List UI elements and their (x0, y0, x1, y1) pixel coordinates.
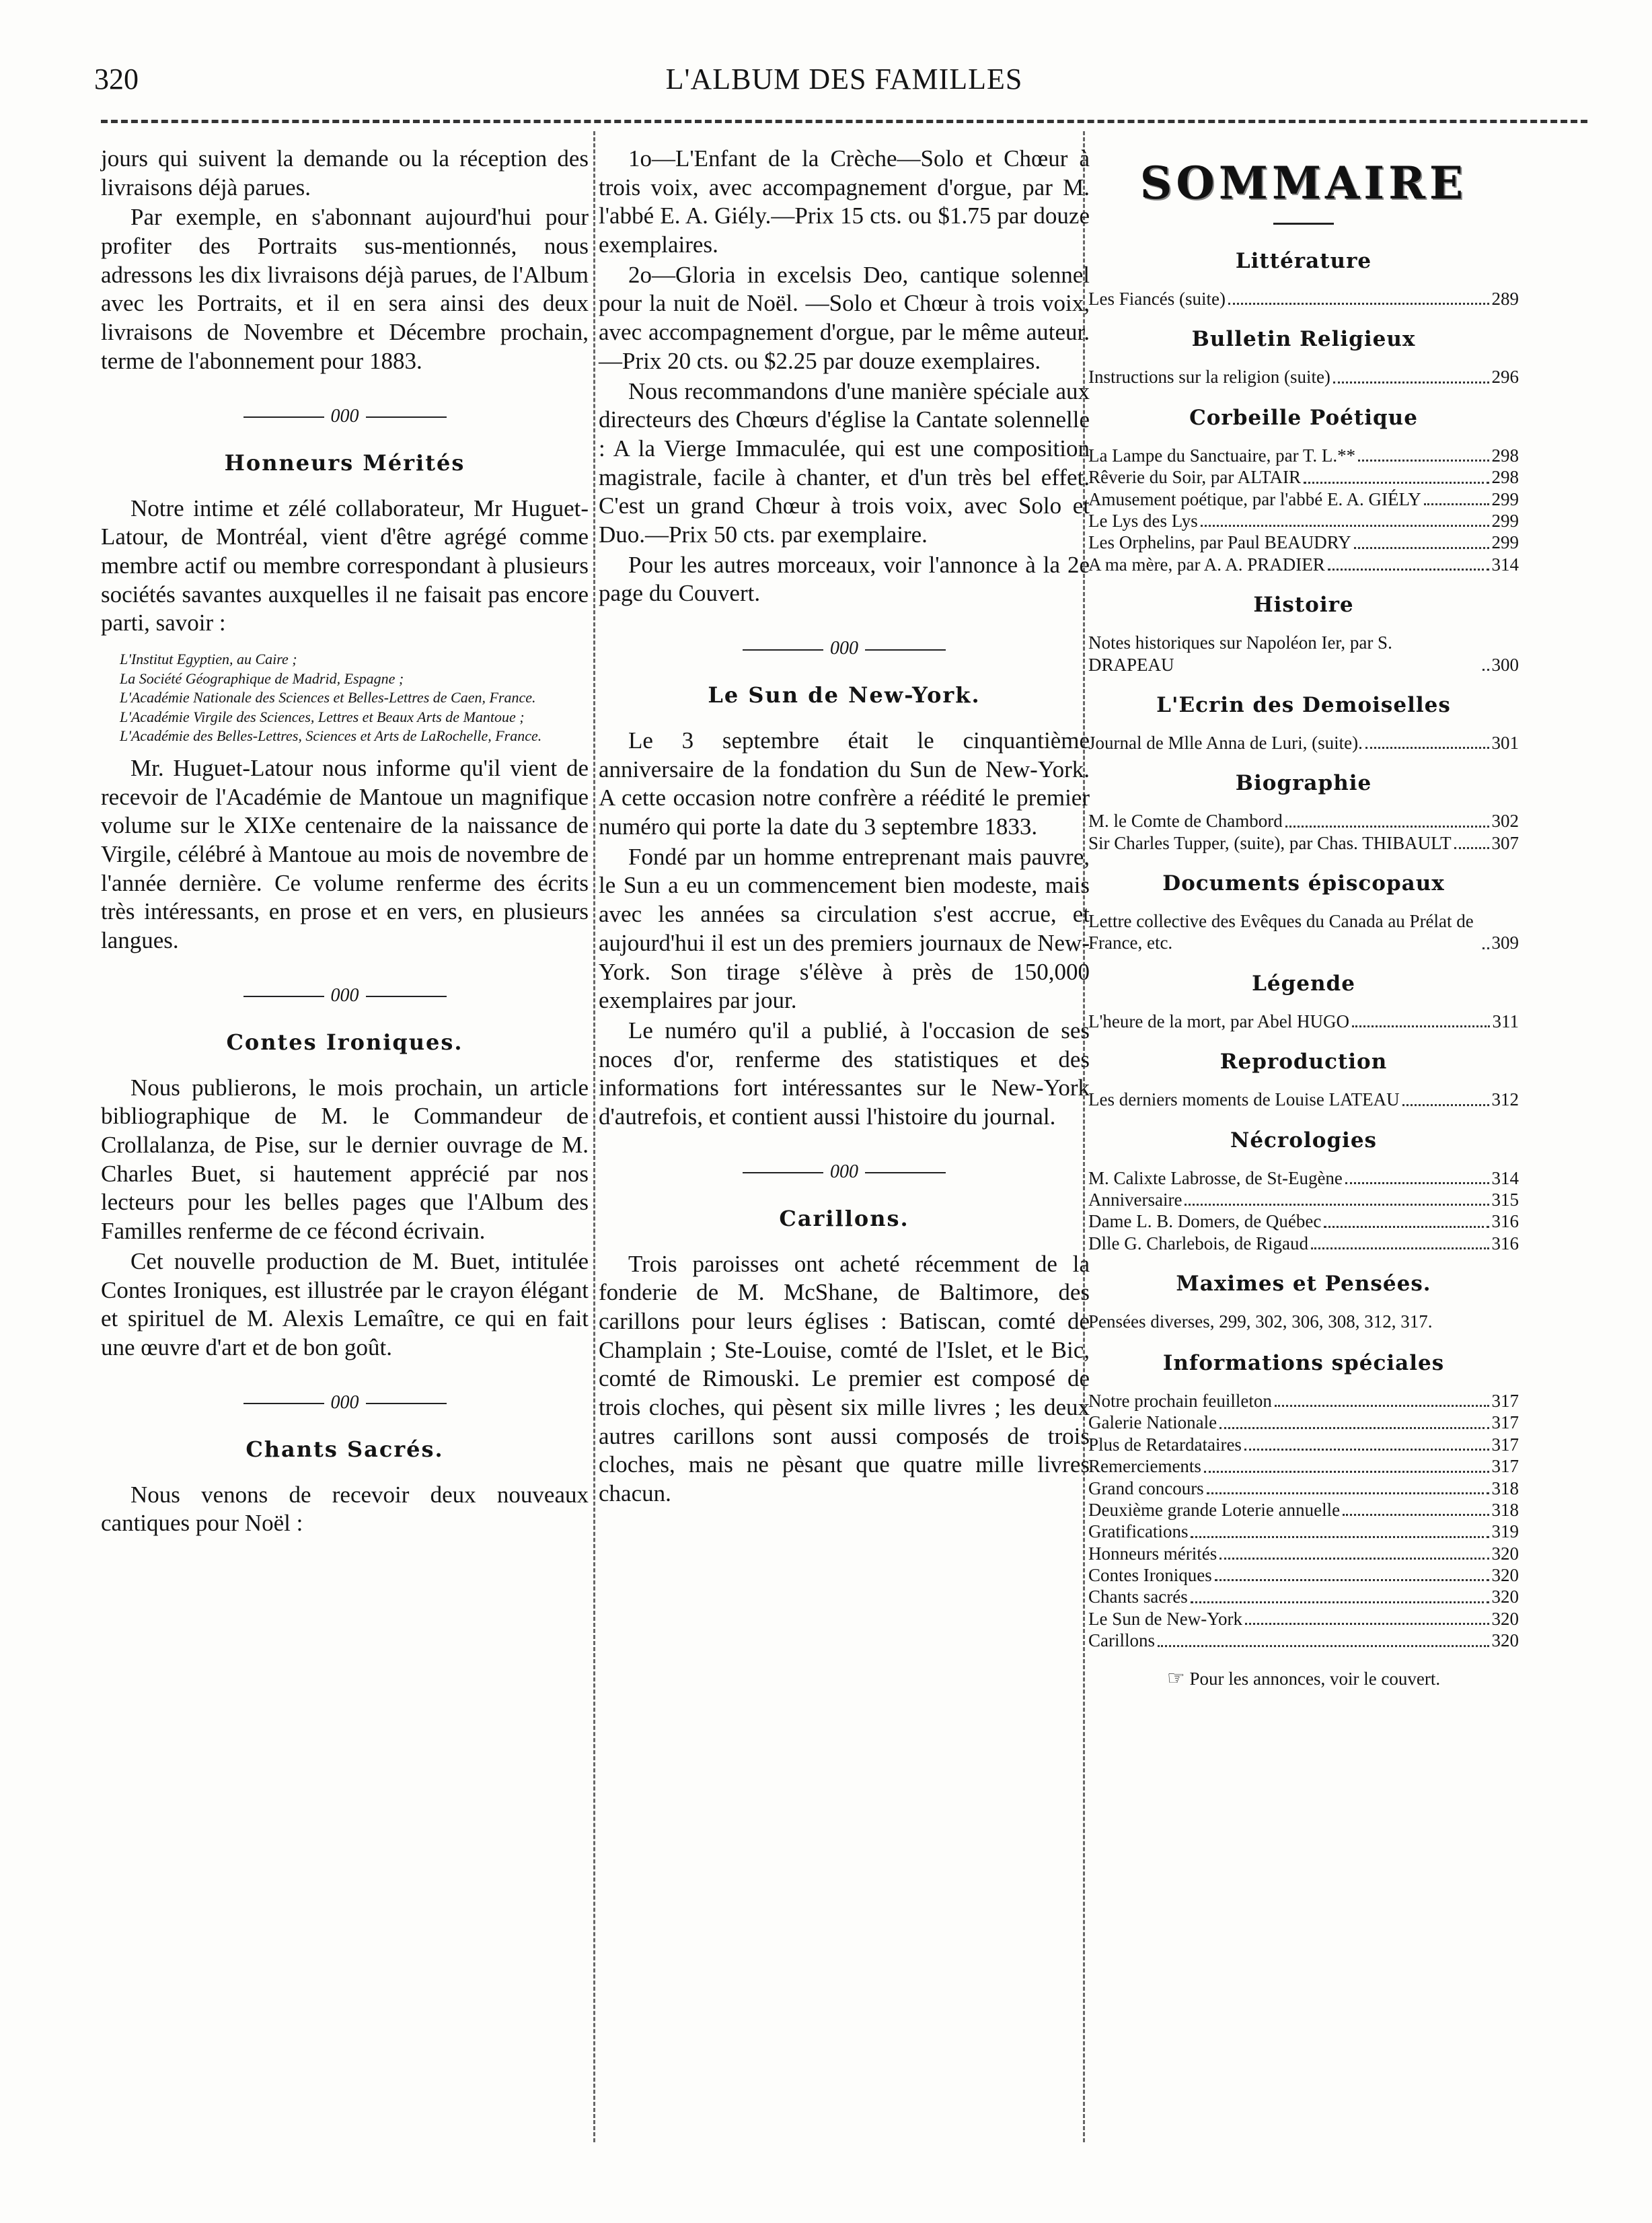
list-item: L'Académie Virgile des Sciences, Lettres et Beaux Arts de Mantoue ; (120, 708, 525, 725)
dot-leader (1219, 1427, 1489, 1429)
toc-body (1088, 249, 1519, 1652)
toc-section-heading: Reproduction (1219, 1050, 1388, 1074)
toc-section-heading: Documents épiscopaux (1162, 871, 1445, 896)
dot-leader (1333, 381, 1489, 384)
toc-section-heading: Informations spéciales (1162, 1350, 1445, 1375)
toc-page-number: 317 (1491, 1390, 1519, 1411)
dot-leader (1215, 1579, 1489, 1581)
toc-entry (1088, 1455, 1519, 1477)
toc-entry-title: Amusement poétique, par l'abbé E. A. GIÉLY (1088, 488, 1421, 509)
announce-text: Pour les annonces, voir le couvert. (1189, 1668, 1441, 1689)
toc-section-heading: Légende (1252, 971, 1355, 996)
column-1 (101, 145, 589, 1539)
list-item: L'Académie Nationale des Sciences et Belles-Lettres de Caen, France. (120, 689, 536, 706)
dot-leader (1244, 1449, 1489, 1451)
section-heading: Honneurs Mérités (224, 449, 465, 476)
toc-entry-title: Galerie Nationale (1088, 1412, 1217, 1433)
toc-entry-title: Le Sun de New-York (1088, 1608, 1242, 1629)
section-heading: Contes Ironiques. (226, 1029, 463, 1055)
toc-entry (1088, 466, 1519, 488)
toc-entry-title: Anniversaire (1088, 1190, 1182, 1210)
toc-entry-title: M. le Comte de Chambord (1088, 811, 1283, 832)
toc-entry-title: Journal de Mlle Anna de Luri, (suite). (1088, 732, 1363, 753)
paragraph: Fondé par un homme entreprenant mais pauvre, le Sun a eu un commencement bien modeste, mais avec les années sa circulation s'est accrue, et aujourd'hui il est un des premiers journaux de New-York. Son tirage s'élève à près de 150,000 exemplaires par jour. (599, 843, 1090, 1014)
dot-leader (1201, 525, 1489, 527)
announce-note (1088, 1667, 1519, 1690)
toc-page-number: 317 (1491, 1434, 1519, 1455)
dot-leader (1402, 1104, 1489, 1106)
toc-page-number: 312 (1491, 1089, 1519, 1110)
dot-leader (1352, 1025, 1490, 1027)
list-item: L'Académie des Belles-Lettres, Sciences et Arts de LaRochelle, France. (120, 727, 542, 745)
toc-entry (1088, 1233, 1519, 1254)
toc-page-number: 316 (1491, 1211, 1519, 1232)
toc-page-number: 307 (1491, 832, 1519, 853)
toc-entry-title: Carillons (1088, 1630, 1155, 1651)
dot-leader (1285, 826, 1489, 828)
section-heading: Le Sun de New-York. (708, 682, 981, 708)
page-number: 320 (94, 63, 139, 96)
dot-leader (1482, 947, 1489, 949)
toc-entry-title: Chants sacrés (1088, 1587, 1188, 1607)
toc-entry (1088, 488, 1519, 510)
toc-section-heading: Corbeille Poétique (1189, 405, 1418, 430)
toc-entry-title: Remerciements (1088, 1456, 1201, 1477)
toc-text: Pensées diverses, 299, 302, 306, 308, 312, 317. (1088, 1311, 1433, 1332)
paragraph: Cet nouvelle production de M. Buet, intitulée Contes Ironiques, est illustrée par le crayon élégant et spirituel de M. Alexis Lemaître, ce qui en fait une œuvre d'art et de bon goût. (101, 1247, 589, 1360)
toc-entry (1088, 1011, 1519, 1032)
toc-entry (1088, 732, 1519, 754)
toc-entry (1088, 1412, 1519, 1433)
toc-page-number: 299 (1491, 510, 1519, 531)
toc-entry (1088, 1210, 1519, 1232)
toc-entry-title: Plus de Retardataires (1088, 1434, 1242, 1455)
toc-page-number: 311 (1492, 1011, 1519, 1031)
page-title: L'ALBUM DES FAMILLES (665, 63, 1023, 96)
toc-entry-title: Le Lys des Lys (1088, 510, 1198, 531)
toc-section-heading: Maximes et Pensées. (1176, 1272, 1431, 1297)
paragraph: Pour les autres morceaux, voir l'annonce à la 2e page du Couvert. (599, 551, 1090, 607)
toc-entry (1088, 1608, 1519, 1630)
toc-entry (1088, 532, 1519, 553)
dot-leader (1454, 847, 1489, 849)
dot-leader (1275, 1405, 1489, 1407)
list-item: L'Institut Egyptien, au Caire ; (120, 650, 297, 667)
toc-entry (1088, 1478, 1519, 1499)
dot-leader (1207, 1492, 1489, 1494)
paragraph: 1o—L'Enfant de la Crèche—Solo et Chœur à trois voix, avec accompagnement d'orgue, par M. l'abbé E. A. Giély.—Prix 15 cts. ou $1.75 par douze exemplaires. (599, 145, 1090, 258)
dot-leader (1328, 569, 1489, 571)
toc-entry (1088, 445, 1519, 466)
toc-entry-title: La Lampe du Sanctuaire, par T. L.** (1088, 445, 1356, 466)
dot-leader (1365, 747, 1489, 749)
toc-page-number: 314 (1491, 554, 1519, 575)
toc-page-number: 320 (1491, 1587, 1519, 1607)
toc-entry-title: Notre prochain feuilleton (1088, 1390, 1272, 1411)
paragraph: Notre intime et zélé collaborateur, Mr Huguet-Latour, de Montréal, vient d'être agrégé comme membre actif ou membre correspondant à plusieurs sociétés savantes auxquelles il ne faisait pas encore parti, savoir : (101, 495, 589, 636)
dot-leader (1158, 1645, 1489, 1647)
toc-entry (1088, 288, 1519, 309)
paragraph: Le 3 septembre était le cinquantième anniversaire de la fondation du Sun de New-York. A cette occasion notre confrère a réédité le premier numéro qui porte la date du 3 septembre 1833. (599, 727, 1090, 840)
toc-entry (1088, 1189, 1519, 1210)
toc-page-number: 317 (1491, 1412, 1519, 1433)
toc-entry (1088, 1521, 1519, 1542)
section-heading: Chants Sacrés. (246, 1436, 444, 1462)
header-rule (101, 120, 1587, 123)
toc-title: SOMMAIRE (1139, 157, 1468, 209)
toc-section-heading: Nécrologies (1230, 1128, 1378, 1153)
separator: 000 (101, 406, 589, 427)
paragraph: Nous recommandons d'une manière spéciale aux directeurs des Chœurs d'église la Cantate solennelle : A la Vierge Immaculée, qui est une composition magistrale, facile à chanter, et d'un très bel effet. C'est un grand Chœur à trois voix, avec Solo et Duo.—Prix 50 cts. par exemplaire. (599, 377, 1090, 548)
toc-entry (1088, 1167, 1519, 1189)
column-divider-1 (593, 131, 595, 2142)
toc-entry-title: Rêverie du Soir, par ALTAIR (1088, 467, 1301, 488)
separator: 000 (599, 1161, 1090, 1183)
toc-page-number: 315 (1491, 1190, 1519, 1210)
dot-leader (1304, 482, 1489, 484)
toc-page-number: 317 (1491, 1456, 1519, 1477)
toc-page-number: 320 (1491, 1630, 1519, 1651)
separator: 000 (101, 1392, 589, 1414)
toc-section-heading: Littérature (1235, 249, 1372, 273)
toc-entry (1088, 1543, 1519, 1564)
toc-entry (1088, 1390, 1519, 1412)
toc-section-heading: Histoire (1253, 593, 1354, 618)
pointing-hand-icon: ☞ (1166, 1667, 1185, 1689)
toc-entry (1088, 510, 1519, 532)
toc-entry-title: M. Calixte Labrosse, de St-Eugène (1088, 1167, 1343, 1188)
toc-entry (1088, 1089, 1519, 1110)
toc-page-number: 299 (1491, 488, 1519, 509)
paragraph: Nous venons de recevoir deux nouveaux cantiques pour Noël : (101, 1481, 589, 1537)
dot-leader (1424, 503, 1489, 505)
toc-page-number: 316 (1491, 1233, 1519, 1253)
toc-page-number: 320 (1491, 1608, 1519, 1629)
toc-entry-title: A ma mère, par A. A. PRADIER (1088, 554, 1325, 575)
dot-leader (1228, 303, 1489, 305)
toc-page-number: 302 (1491, 811, 1519, 832)
dot-leader (1343, 1514, 1489, 1516)
dot-leader (1358, 460, 1489, 462)
toc-entry-title: Grand concours (1088, 1478, 1204, 1498)
dot-leader (1324, 1226, 1489, 1228)
toc-page-number: 298 (1491, 445, 1519, 466)
toc-entry-title: Les derniers moments de Louise LATEAU (1088, 1089, 1400, 1110)
separator: 000 (101, 985, 589, 1007)
toc-page-number: 314 (1491, 1167, 1519, 1188)
toc-entry-title: Deuxième grande Loterie annuelle (1088, 1499, 1341, 1520)
toc-entry (1088, 554, 1519, 575)
toc-section-heading: Bulletin Religieux (1191, 327, 1416, 352)
toc-entry-title: Notes historiques sur Napoléon Ier, par S. DRAPEAU (1088, 632, 1392, 675)
paragraph: Trois paroisses ont acheté récemment de la fonderie de M. McShane, de Baltimore, des carillons pour leurs églises : Batiscan, comté de Champlain ; Ste-Louise, comté de l'Islet, et le Bic, comté de Rimouski. Le premier est composé de trois cloches, qui pèsent six mille livres ; les deux autres carillons sont aussi composés de trois cloches, mais ne pèsant que quatre mille livres chacun. (599, 1250, 1090, 1507)
paragraph: Mr. Huguet-Latour nous informe qu'il vient de recevoir de l'Académie de Mantoue un magnifique volume sur le XIXe centenaire de la naissance de Virgile, célébré à Mantoue au mois de novembre de l'année dernière. Ce volume renferme des écrits très intéressants, en prose et en vers, en plusieurs langues. (101, 754, 589, 954)
paragraph: Par exemple, en s'abonnant aujourd'hui pour profiter des Portraits sus-mentionnés, nous adressons les dix livraisons déjà parues, de l'Album avec les Portraits, et il en sera ainsi des deux livraisons de Novembre et Décembre prochain, terme de l'abonnement pour 1883. (101, 204, 589, 374)
section-heading: Carillons. (779, 1205, 909, 1231)
dot-leader (1354, 547, 1489, 549)
toc-entry-title: Dlle G. Charlebois, de Rigaud (1088, 1233, 1308, 1253)
dot-leader (1345, 1182, 1489, 1184)
dot-leader (1219, 1558, 1489, 1560)
toc-entry-title: Instructions sur la religion (suite) (1088, 367, 1330, 388)
dot-leader (1482, 669, 1489, 671)
column-2 (599, 145, 1090, 1510)
society-list (120, 650, 589, 746)
paragraph: Nous publierons, le mois prochain, un article bibliographique de M. le Commandeur de Crollalanza, de Pise, sur le dernier ouvrage de M. Charles Buet, si hautement apprécié par nos lecteurs pour les belles pages que l'Album des Familles renferme de ce fécond écrivain. (101, 1074, 589, 1245)
separator: 000 (599, 638, 1090, 659)
toc-entry (1088, 366, 1519, 388)
toc-entry (1088, 632, 1519, 676)
toc-entry-title: Sir Charles Tupper, (suite), par Chas. THIBAULT (1088, 832, 1452, 853)
dot-leader (1245, 1623, 1489, 1625)
toc-entry-title: Honneurs mérités (1088, 1543, 1217, 1564)
toc-entry-title: Les Fiancés (suite) (1088, 289, 1226, 309)
dot-leader (1311, 1247, 1489, 1249)
toc-entry-title: Dame L. B. Domers, de Québec (1088, 1211, 1322, 1232)
toc-entry (1088, 832, 1519, 854)
toc-entry-title: Les Orphelins, par Paul BEAUDRY (1088, 532, 1351, 553)
toc-entry-title: Lettre collective des Evêques du Canada au Prélat de France, etc. (1088, 911, 1474, 953)
toc-page-number: 300 (1491, 654, 1519, 675)
divider (1273, 223, 1334, 225)
toc-section-heading: Biographie (1235, 771, 1372, 796)
toc-page-number: 318 (1491, 1478, 1519, 1498)
toc-entry (1088, 1564, 1519, 1586)
paragraph: 2o—Gloria in excelsis Deo, cantique solennel pour la nuit de Noël. —Solo et Chœur à trois voix, avec accompagnement d'orgue, par le même auteur.—Prix 20 cts. ou $2.25 par douze exemplaires. (599, 261, 1090, 374)
table-of-contents (1088, 145, 1519, 1690)
list-item: La Société Géographique de Madrid, Espagne ; (120, 669, 404, 687)
dot-leader (1191, 1601, 1489, 1603)
paragraph: jours qui suivent la demande ou la réception des livraisons déjà parues. (101, 145, 589, 201)
toc-entry (1088, 1499, 1519, 1521)
paragraph: Le numéro qu'il a publié, à l'occasion de ses noces d'or, renferme des statistiques et des informations fort intéressantes sur le New-York d'autrefois, et contient aussi l'histoire du journal. (599, 1017, 1090, 1130)
toc-page-number: 301 (1491, 732, 1519, 753)
toc-page-number: 299 (1491, 532, 1519, 553)
toc-entry (1088, 1630, 1519, 1651)
dot-leader (1191, 1536, 1489, 1538)
toc-page-number: 289 (1491, 289, 1519, 309)
dot-leader (1185, 1204, 1489, 1206)
toc-page-number: 320 (1491, 1543, 1519, 1564)
toc-entry (1088, 910, 1519, 954)
page-header (94, 62, 1594, 116)
toc-section-heading: L'Ecrin des Demoiselles (1156, 692, 1451, 717)
toc-page-number: 309 (1491, 933, 1519, 953)
toc-entry (1088, 810, 1519, 832)
toc-entry-title: L'heure de la mort, par Abel HUGO (1088, 1011, 1349, 1031)
toc-page-number: 298 (1491, 467, 1519, 488)
toc-entry (1088, 1586, 1519, 1607)
toc-page-number: 318 (1491, 1499, 1519, 1520)
dot-leader (1204, 1471, 1489, 1473)
toc-page-number: 319 (1491, 1521, 1519, 1542)
toc-page-number: 296 (1491, 367, 1519, 388)
toc-entry-title: Contes Ironiques (1088, 1565, 1212, 1586)
toc-page-number: 320 (1491, 1565, 1519, 1586)
toc-entry (1088, 1434, 1519, 1455)
toc-entry-title: Gratifications (1088, 1521, 1189, 1542)
